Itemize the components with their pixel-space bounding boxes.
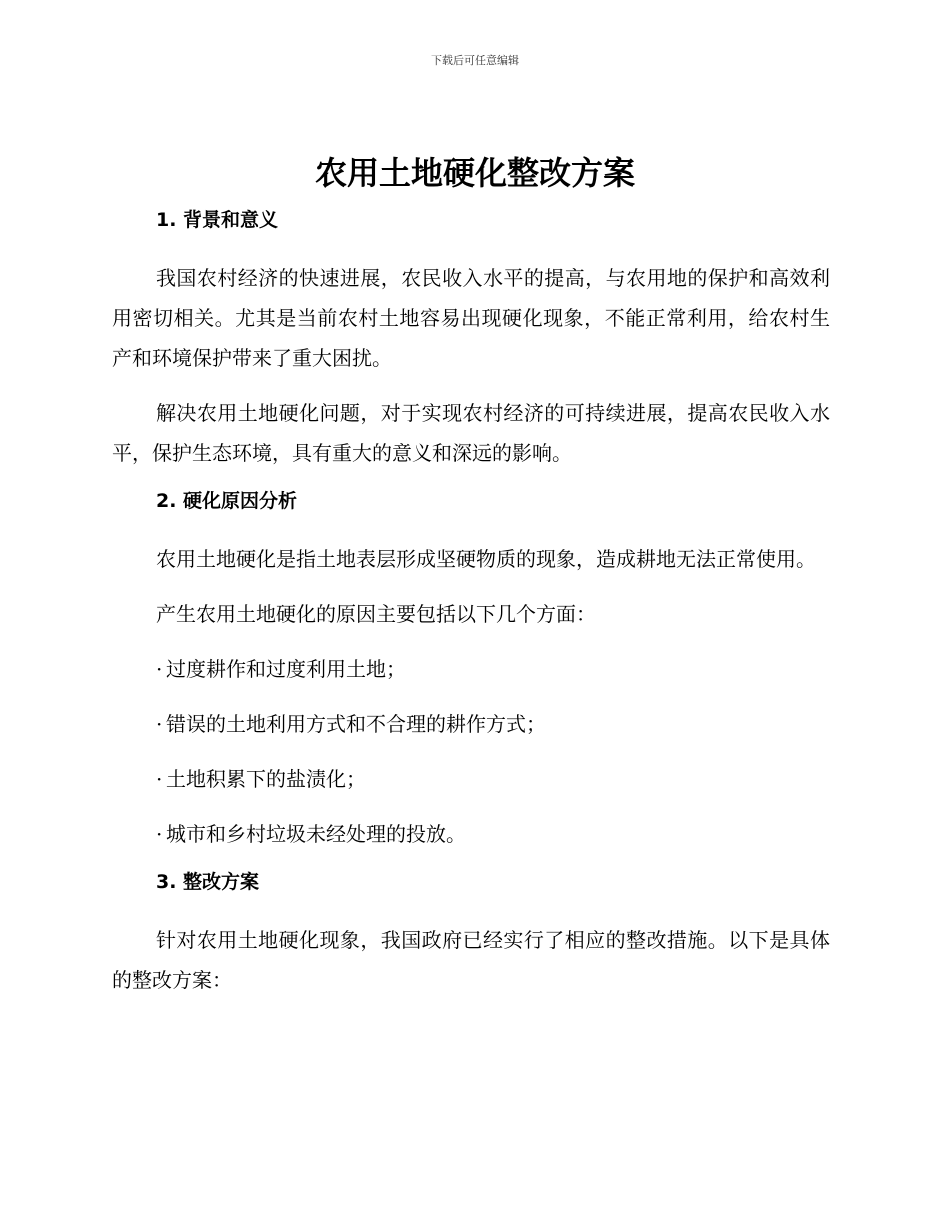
list-item-text: 城市和乡村垃圾未经处理的投放。 (166, 822, 466, 846)
list-item (112, 814, 830, 854)
paragraph: 针对农用土地硬化现象，我国政府已经实行了相应的整改措施。以下是具体的整改方案： (112, 928, 830, 992)
paragraph: 产生农用土地硬化的原因主要包括以下几个方面： (156, 602, 596, 626)
list-item (112, 704, 830, 744)
paragraph: 解决农用土地硬化问题，对于实现农村经济的可持续进展，提高农民收入水平，保护生态环境，具有重大的意义和深远的影响。 (112, 401, 830, 465)
list-item-text: 土地积累下的盐渍化； (166, 767, 366, 791)
paragraph: 我国农村经济的快速进展，农民收入水平的提高，与农用地的保护和高效利用密切相关。尤其是当前农村土地容易出现硬化现象，不能正常利用，给农村生产和环境保护带来了重大困扰。 (112, 266, 830, 370)
bullet-icon: · (156, 822, 163, 846)
list-item-text: 过度耕作和过度利用土地； (166, 657, 406, 681)
document-title: 农用土地硬化整改方案 (314, 154, 635, 192)
list-item (112, 649, 830, 689)
list-item-text: 错误的土地利用方式和不合理的耕作方式； (166, 712, 546, 736)
section-heading-cause-analysis: 2. 硬化原因分析 (156, 490, 298, 512)
document-body (112, 200, 830, 1015)
list-item (112, 759, 830, 799)
page-header: 下载后可任意编辑 (431, 54, 519, 67)
section-heading-background: 1. 背景和意义 (156, 209, 279, 231)
bullet-icon: · (156, 657, 163, 681)
section-heading-rectification-plan: 3. 整改方案 (156, 871, 260, 893)
bullet-icon: · (156, 767, 163, 791)
bullet-icon: · (156, 712, 163, 736)
paragraph: 农用土地硬化是指土地表层形成坚硬物质的现象，造成耕地无法正常使用。 (156, 547, 816, 571)
